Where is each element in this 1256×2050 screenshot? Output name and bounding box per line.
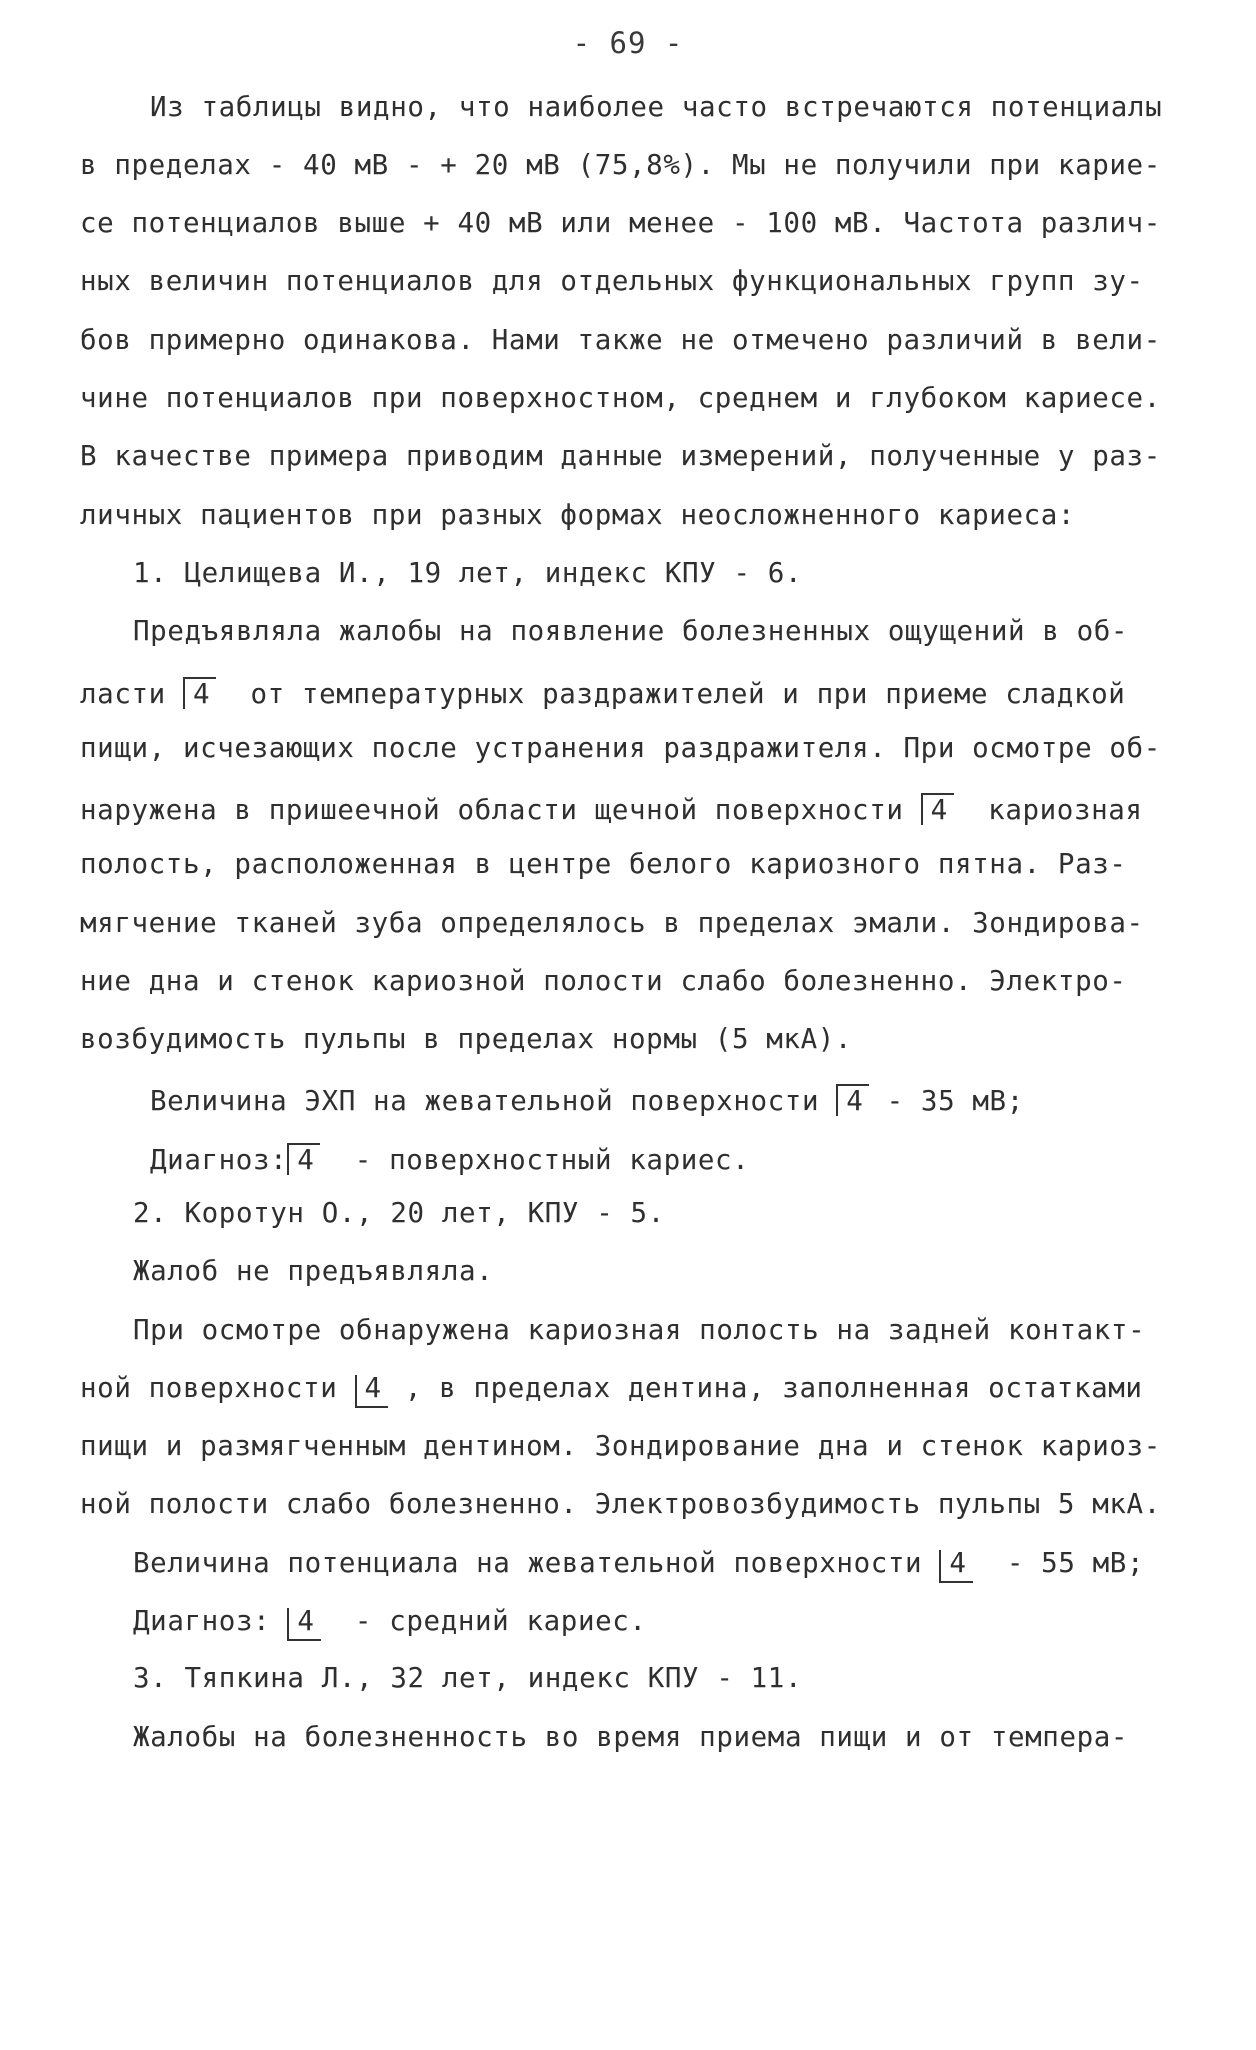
text-line: 2. Коротун О., 20 лет, КПУ - 5. (133, 1197, 665, 1229)
text-line: се потенциалов выше + 40 мВ или менее - 100 мВ. Частота различ- (80, 207, 1161, 239)
text-line: В качестве примера приводим данные измерений, полученные у раз- (80, 440, 1161, 472)
tooth-notation: 4 (939, 1550, 972, 1583)
text-line: возбудимость пульпы в пределах нормы (5 мкА). (80, 1023, 853, 1055)
text-line: мягчение тканей зуба определялось в пределах эмали. Зондирова- (80, 907, 1144, 939)
text-line: 1. Целищева И., 19 лет, индекс КПУ - 6. (133, 557, 803, 589)
text-line: ние дна и стенок кариозной полости слабо болезненно. Электро- (80, 965, 1127, 997)
line-text-before: Диагноз: (150, 1144, 288, 1176)
text-line: в пределах - 40 мВ - + 20 мВ (75,8%). Мы не получили при карие- (80, 149, 1161, 181)
text-line: полость, расположенная в центре белого кариозного пятна. Раз- (80, 848, 1127, 880)
text-line (150, 1143, 749, 1175)
line-text-before: Диагноз: (133, 1605, 288, 1637)
line-text-before: ной поверхности (80, 1372, 355, 1404)
text-line: Из таблицы видно, что наиболее часто встречаются потенциалы (150, 91, 1163, 123)
text-line: ных величин потенциалов для отдельных функциональных групп зу- (80, 265, 1144, 297)
tooth-notation: 4 (287, 1608, 320, 1641)
line-text-after: - 35 мВ; (869, 1085, 1024, 1117)
tooth-notation: 4 (355, 1375, 388, 1408)
text-line: Предъявляла жалобы на появление болезненных ощущений в об- (133, 615, 1129, 647)
text-line (80, 793, 1143, 825)
text-line: пищи, исчезающих после устранения раздражителя. При осмотре об- (80, 732, 1161, 764)
line-text-before: ласти (80, 678, 183, 710)
tooth-notation: 4 (921, 793, 954, 825)
line-text-after: - 55 мВ; (972, 1547, 1145, 1579)
text-line: 3. Тяпкина Л., 32 лет, индекс КПУ - 11. (133, 1662, 803, 1694)
tooth-notation: 4 (287, 1143, 320, 1175)
line-text-after: - средний кариес. (320, 1605, 647, 1637)
text-line: чине потенциалов при поверхностном, среднем и глубоком кариесе. (80, 382, 1161, 414)
text-line: личных пациентов при разных формах неосложненного кариеса: (80, 499, 1076, 531)
line-text-after: кариозная (953, 794, 1143, 826)
text-line: При осмотре обнаружена кариозная полость на задней контакт- (133, 1314, 1146, 1346)
line-text-before: Величина потенциала на жевательной поверхности (133, 1547, 940, 1579)
line-text-after: - поверхностный кариес. (320, 1144, 750, 1176)
text-line: бов примерно одинакова. Нами также не отмечено различий в вели- (80, 324, 1161, 356)
text-line: ной полости слабо болезненно. Электровозбудимость пульпы 5 мкА. (80, 1488, 1161, 1520)
line-text-before: Величина ЭХП на жевательной поверхности (150, 1085, 837, 1117)
page-number: - 69 - (572, 26, 684, 60)
line-text-after: от температурных раздражителей и при приеме сладкой (216, 678, 1126, 710)
text-line: пищи и размягченным дентином. Зондирование дна и стенок кариоз- (80, 1430, 1161, 1462)
line-text-after: , в пределах дентина, заполненная остатками (387, 1372, 1143, 1404)
text-line (80, 677, 1125, 709)
text-line: Жалобы на болезненность во время приема пищи и от темпера- (133, 1721, 1129, 1753)
tooth-notation: 4 (183, 677, 216, 709)
text-line (80, 1372, 1143, 1408)
text-line (150, 1084, 1024, 1116)
text-line (133, 1547, 1145, 1583)
tooth-notation: 4 (836, 1084, 869, 1116)
line-text-before: наружена в пришеечной области щечной поверхности (80, 794, 921, 826)
text-line: Жалоб не предъявляла. (133, 1255, 494, 1287)
text-line (133, 1605, 647, 1641)
